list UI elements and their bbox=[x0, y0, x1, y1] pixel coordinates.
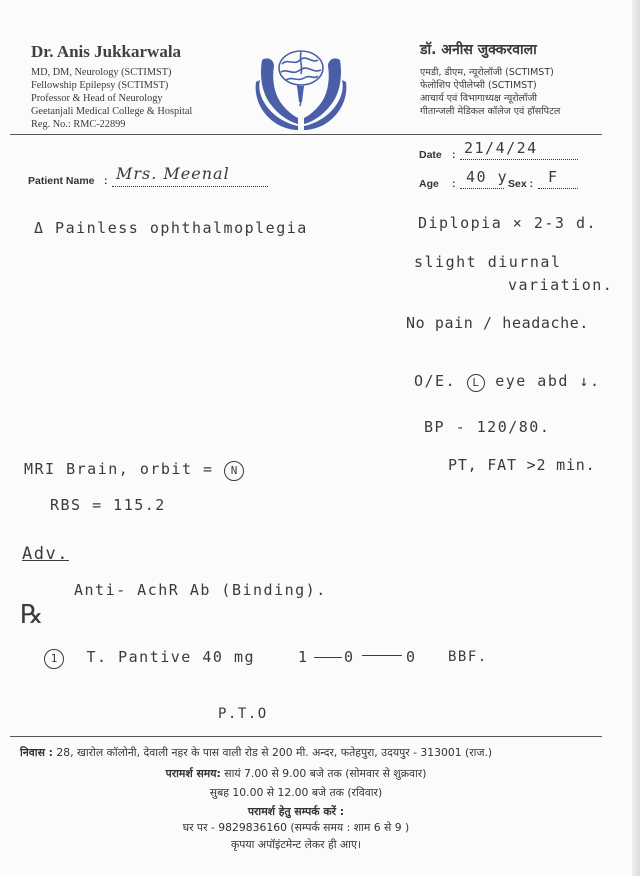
rx-dose-afternoon: 0 bbox=[344, 648, 355, 666]
date-colon: : bbox=[452, 149, 456, 161]
age-value: 40 y bbox=[466, 168, 509, 186]
age-label: Age bbox=[419, 178, 439, 190]
footer-timing-line bbox=[0, 766, 592, 781]
sex-value: F bbox=[548, 168, 559, 186]
brain-in-hands-icon bbox=[252, 42, 350, 130]
date-value: 21/4/24 bbox=[464, 139, 538, 157]
footer-divider bbox=[10, 736, 602, 737]
contact-phone: घर पर - 9829836160 (सम्पर्क समय : शाम 6 से 9 ) bbox=[182, 821, 410, 834]
address-text: 28, खारोल कॉलोनी, देवाली नहर के पास वाली रोड से 200 मी. अन्दर, फतेहपुरा, उदयपुर - 313001 (राज.) bbox=[56, 746, 493, 759]
history-diplopia: Diplopia × 2-3 d. bbox=[418, 214, 598, 232]
patient-name-line bbox=[112, 186, 268, 187]
mri-normal-circle: N bbox=[224, 461, 244, 481]
exam-note bbox=[414, 372, 601, 392]
patient-name-value: Mrs. Meenal bbox=[116, 164, 230, 183]
rx-timing: BBF. bbox=[448, 649, 488, 665]
mri-text: MRI Brain, orbit = bbox=[24, 460, 214, 478]
rx-drug: T. Pantive 40 mg bbox=[86, 648, 256, 666]
history-variation: variation. bbox=[508, 276, 614, 294]
patient-name-colon: : bbox=[104, 175, 108, 187]
rx-symbol: ℞ bbox=[20, 600, 44, 630]
exam-left-circle: L bbox=[467, 374, 485, 392]
sex-label: Sex : bbox=[508, 178, 534, 190]
rx-dose-dash-2 bbox=[362, 655, 402, 656]
doctor-position: Professor & Head of Neurology bbox=[31, 93, 163, 104]
doctor-qualification-hindi: एमडी, डीएम, न्यूरोलॉजी (SCTIMST) bbox=[420, 67, 554, 78]
rx-dose-night: 0 bbox=[406, 648, 417, 666]
advice-test: Anti- AchR Ab (Binding). bbox=[74, 581, 327, 599]
sex-line bbox=[538, 188, 578, 189]
doctor-position-hindi: आचार्य एवं विभागाध्यक्ष न्यूरोलॉजी bbox=[420, 93, 537, 104]
rx-line bbox=[44, 648, 255, 669]
exam-prefix: O/E. bbox=[414, 372, 457, 390]
history-no-pain: No pain / headache. bbox=[406, 314, 589, 332]
bp-note: BP - 120/80. bbox=[424, 418, 551, 436]
rx-dose-dash-1 bbox=[314, 657, 342, 658]
pto-note: P.T.O bbox=[218, 706, 268, 722]
pt-fat-note: PT, FAT >2 min. bbox=[448, 456, 596, 474]
patient-name-label: Patient Name bbox=[28, 175, 95, 187]
diagnosis-note: Δ Painless ophthalmoplegia bbox=[34, 219, 308, 237]
doctor-details-english bbox=[31, 42, 192, 131]
rbs-note: RBS = 115.2 bbox=[50, 496, 166, 514]
timing-label: परामर्श समय: bbox=[165, 767, 221, 780]
doctor-fellowship-hindi: फेलोशिप ऐपीलेप्सी (SCTIMST) bbox=[420, 80, 537, 91]
doctor-name-hindi: डॉ. अनीस जुक्करवाला bbox=[420, 42, 537, 58]
doctor-hospital-hindi: गीतान्जली मेडिकल कॉलेज एवं हॉसपिटल bbox=[420, 106, 561, 117]
doctor-qualification: MD, DM, Neurology (SCTIMST) bbox=[31, 67, 172, 78]
date-line bbox=[460, 159, 578, 160]
appointment-note: कृपया अपॉइंटमेन्ट लेकर ही आए। bbox=[230, 838, 362, 851]
doctor-details-hindi bbox=[420, 40, 560, 118]
doctor-fellowship: Fellowship Epilepsy (SCTIMST) bbox=[31, 80, 169, 91]
date-label: Date bbox=[419, 149, 442, 161]
timing-weekday: सायं 7.00 से 9.00 बजे तक (सोमवार से शुक्रवार) bbox=[224, 767, 427, 780]
doctor-registration: Reg. No.: RMC-22899 bbox=[31, 119, 126, 130]
history-diurnal: slight diurnal bbox=[414, 253, 562, 271]
mri-note bbox=[24, 460, 244, 481]
exam-rest: eye abd ↓. bbox=[495, 372, 601, 390]
contact-label: परामर्श हेतु सम्पर्क करें : bbox=[247, 805, 345, 818]
doctor-hospital: Geetanjali Medical College & Hospital bbox=[31, 106, 193, 117]
advice-label: Adv. bbox=[22, 544, 69, 564]
age-line bbox=[460, 188, 504, 189]
address-label: निवास : bbox=[20, 746, 53, 759]
rx-dose-morning: 1 bbox=[298, 648, 309, 666]
page-edge-shadow bbox=[632, 0, 640, 876]
doctor-name-english: Dr. Anis Jukkarwala bbox=[31, 42, 182, 61]
rx-item-number: 1 bbox=[44, 649, 64, 669]
header-divider bbox=[10, 134, 602, 135]
footer-address-line bbox=[20, 745, 600, 760]
age-colon: : bbox=[452, 178, 456, 190]
timing-sunday: सुबह 10.00 से 12.00 बजे तक (रविवार) bbox=[209, 786, 383, 799]
